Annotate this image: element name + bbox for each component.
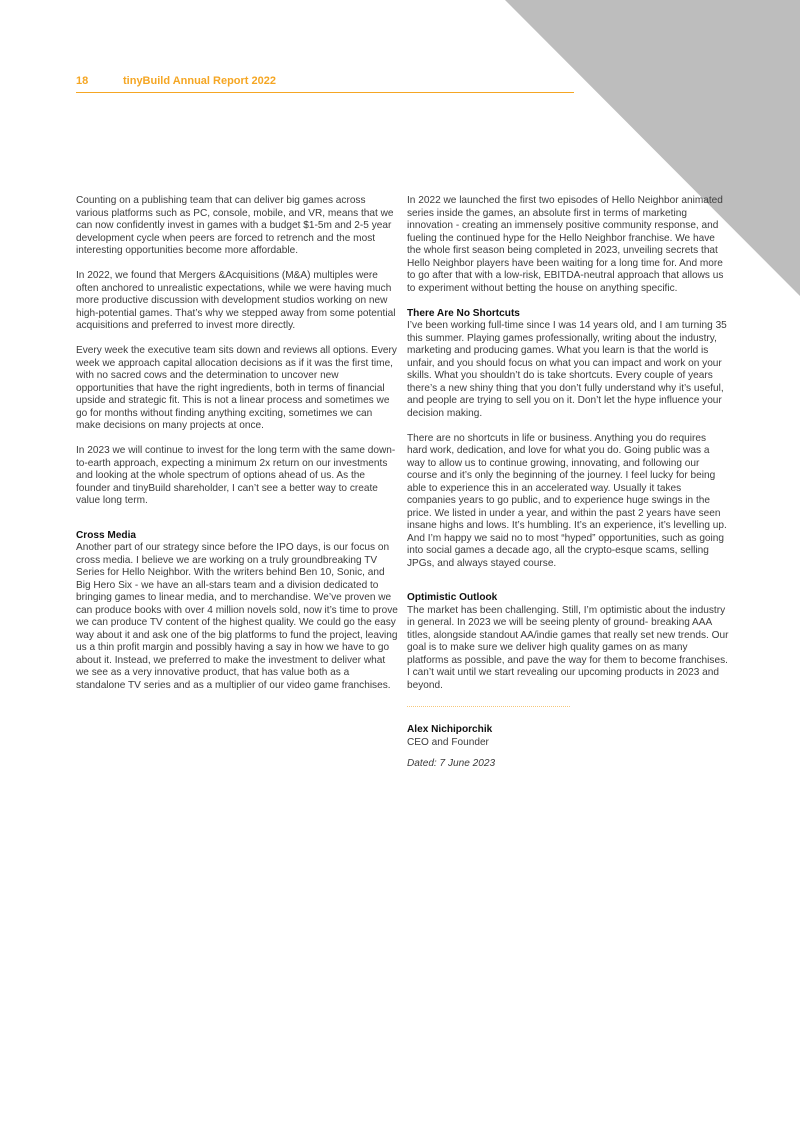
paragraph: In 2023 we will continue to invest for the long term with the same down-to-earth approach, expecting a minimum 2x return on our investments and looking at the whole spectrum of options ahead of us. As the founder and tinyBuild shareholder, I can’t see a better way to create value long term. xyxy=(76,445,396,506)
right-column xyxy=(407,195,729,783)
paragraph: There are no shortcuts in life or business. Anything you do requires hard work, dedication, and love for what you do. Going public was a way to allow us to continue growing, innovating, and following our course and it’s only the beginning of the journey. I feel lucky for being able to experience this in an accelerated way. Usually it takes companies years to go public, and to experience huge swings in the price. We listed in under a year, and within the past 2 years have seen insane highs and lows. It’s humbling. It’s an experience, it’s levelling up. And I’m happy we said no to most “hyped” opportunities, such as going into social games a decade ago, all the crypto-esque scams, selling JPGs, and always stayed course. xyxy=(407,432,727,569)
paragraph: Every week the executive team sits down and reviews all options. Every week we approach capital allocation decisions as if it was the first time, with no sacred cows and the determination to uncover new opportunities that have the right ingredients, both in terms of financial upside and strategic fit. This is not a linear process and sometimes we go for months without finding anything exciting, sometimes we can make decisions on many projects at once. xyxy=(76,345,397,431)
outlook-section xyxy=(407,592,729,692)
signatory-name: Alex Nichiporchik xyxy=(407,724,493,735)
cross-media-section xyxy=(76,530,398,693)
paragraph: Counting on a publishing team that can deliver big games across various platforms such as PC, console, mobile, and VR, means that we can now confidently invest in games with a budget $1-5m and 2-5 year development cycle when peers are forced to retrench and the most interesting opportunities become more affordable. xyxy=(76,195,394,256)
header-rule xyxy=(76,92,574,93)
section-heading: Cross Media xyxy=(76,529,137,541)
signatory-role: CEO and Founder xyxy=(407,737,489,748)
left-column xyxy=(76,195,398,705)
paragraph: I’ve been working full-time since I was 14 years old, and I am turning 35 this summer. Playing games professionally, writing about the industry, marketing and producing games. What you learn is that the world is unfair, and you should focus on what you can impact and work on your skills. What you shouldn’t do is take shortcuts. Every couple of years there’s a new shiny thing that you don’t fully understand why it’s useful, and people are trying to sell you on it. Don’t let the hype influence your decision making. xyxy=(407,320,727,419)
paragraph: In 2022 we launched the first two episodes of Hello Neighbor animated series inside the games, an absolute first in terms of marketing innovation - creating an immensely positive community response, and fueling the continued hype for the Hello Neighbor franchise. We have the whole first season being completed in 2023, unveiling secrets that Hello Neighbor players have been waiting for a long time for. And more to go after that with a low-risk, EBITDA-neutral approach that allows us to experiment without betting the house on anything specific. xyxy=(407,195,724,294)
signature-divider xyxy=(407,706,570,707)
paragraph: In 2022, we found that Mergers &Acquisitions (M&A) multiples were often anchored to unrealistic expectations, while we were having much more productive discussion with development studios working on new high-potential games. That’s why we stepped away from some potential acquisitions and preferred to invest more directly. xyxy=(76,270,396,331)
signature-date: Dated: 7 June 2023 xyxy=(407,758,496,769)
section-heading: Optimistic Outlook xyxy=(407,592,498,603)
paragraph: Another part of our strategy since before the IPO days, is our focus on cross media. I believe we are working on a truly groundbreaking TV Series for Hello Neighbor. With the writers behind Ben 10, Sonic, and Big Hero Six - we have an all-stars team and a division dedicated to bringing games to linear media, and to merchandise. We’ve proven we can produce books with over 4 million novels sold, now it’s time to prove we can produce TV content of the highest quality. We could go the easy way about it and ask one of the big platforms to fund the project, leaving us a thin profit margin and possibly having a say in how we have to go about it. Instead, we preferred to make the investment to deliver what we see as a very innovative product, that has value both as a standalone TV series and as a multiplier of our video game franchises. xyxy=(76,542,398,691)
page-number: 18 xyxy=(76,75,89,87)
signature xyxy=(407,723,729,770)
section-heading: There Are No Shortcuts xyxy=(407,307,520,319)
shortcuts-section xyxy=(407,308,729,421)
paragraph: The market has been challenging. Still, I’m optimistic about the industry in general. In 2023 we will be seeing plenty of ground- breaking AAA titles, alongside standout AA/indie games that really set new trends. Our goal is to make sure we deliver high quality games on as many platforms as possible, and pave the way for them to become franchises. I can’t wait until we start revealing our upcoming products in 2023 and beyond. xyxy=(407,604,729,691)
report-title: tinyBuild Annual Report 2022 xyxy=(123,75,277,87)
